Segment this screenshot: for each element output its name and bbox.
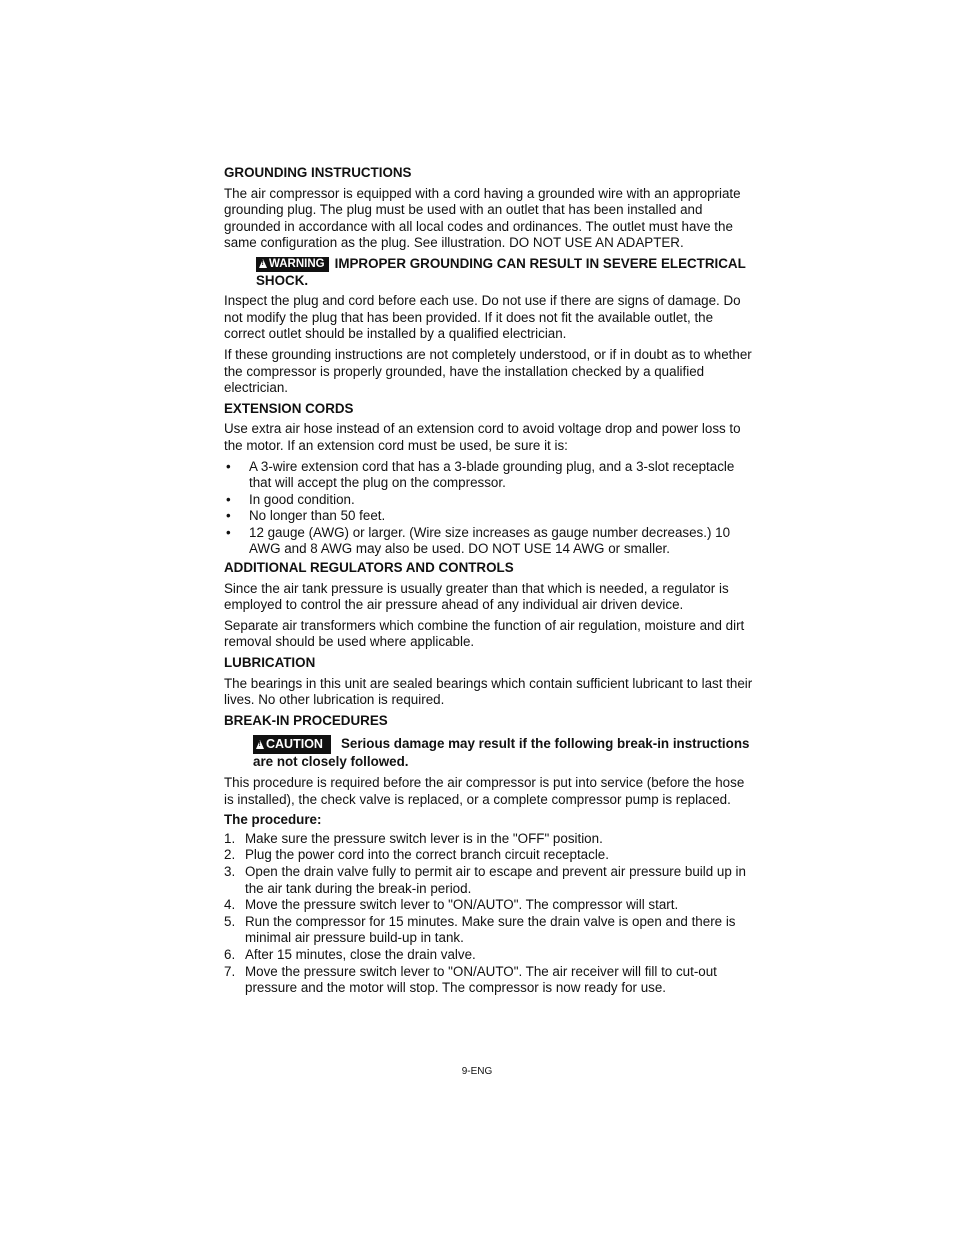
grounding-paragraph-3: If these grounding instructions are not completely understood, or if in doubt as to whether the compressor is properly grounded, have the installation checked by a qualified electrician. bbox=[224, 346, 752, 396]
list-item bbox=[224, 947, 756, 964]
warning-badge-label: WARNING bbox=[269, 257, 325, 270]
caution-notice bbox=[253, 735, 756, 771]
extension-bullet-list bbox=[224, 459, 756, 559]
warning-text: IMPROPER GROUNDING CAN RESULT IN SEVERE ELECTRICAL SHOCK. bbox=[256, 255, 746, 288]
page-number: 9-ENG bbox=[461, 1066, 493, 1077]
grounding-paragraph-2: Inspect the plug and cord before each use. Do not use if there are signs of damage. Do not modify the plug that has been provided. If it does not fit the available outlet, the correct outlet should be installed by a qualified electrician. bbox=[224, 293, 741, 342]
step-text: Open the drain valve fully to permit air to escape and prevent air pressure build up in the air tank during the break-in period. bbox=[245, 863, 746, 896]
step-text: Move the pressure switch lever to "ON/AUTO". The compressor will start. bbox=[245, 897, 679, 913]
extension-heading: EXTENSION CORDS bbox=[224, 400, 354, 416]
grounding-paragraph-1: The air compressor is equipped with a cord having a grounded wire with an appropriate grounding plug. The plug must be used with an outlet that has been installed and grounded in accordance with all local codes and ordinances. The outlet must have the same configuration as the plug. See illustration. DO NOT USE AN ADAPTER. bbox=[224, 185, 741, 251]
step-number: 3. bbox=[224, 863, 236, 879]
step-number: 6. bbox=[224, 946, 236, 962]
warning-triangle-icon bbox=[259, 259, 267, 268]
step-number: 4. bbox=[224, 897, 236, 913]
caution-badge-label: CAUTION bbox=[266, 737, 323, 752]
procedure-label: The procedure: bbox=[224, 812, 322, 828]
lubrication-paragraph-1: The bearings in this unit are sealed bearings which contain sufficient lubricant to last their lives. No other lubrication is required. bbox=[224, 675, 753, 708]
regulators-paragraph-1: Since the air tank pressure is usually greater than that which is needed, a regulator is employed to control the air pressure ahead of any individual air driven device. bbox=[224, 580, 729, 613]
regulators-paragraph-2: Separate air transformers which combine the function of air regulation, moisture and dirt removal should be used where applicable. bbox=[224, 617, 745, 650]
list-item bbox=[224, 897, 756, 914]
caution-triangle-icon bbox=[256, 740, 264, 749]
step-text: Run the compressor for 15 minutes. Make sure the drain valve is open and there is minimal air pressure build-up in tank. bbox=[245, 913, 736, 946]
list-item: • A 3-wire extension cord that has a 3-blade grounding plug, and a 3-slot receptacle that will accept the plug on the compressor. bbox=[224, 459, 756, 492]
list-item bbox=[224, 964, 756, 997]
warning-notice bbox=[256, 256, 756, 289]
lubrication-heading: LUBRICATION bbox=[224, 655, 316, 671]
step-text: Make sure the pressure switch lever is in the "OFF" position. bbox=[245, 830, 603, 846]
manual-page bbox=[224, 165, 756, 997]
breakin-paragraph-1: This procedure is required before the air compressor is put into service (before the hose is installed), the check valve is replaced, or a complete compressor pump is replaced. bbox=[224, 775, 745, 807]
caution-text: Serious damage may result if the following break-in instructions are not closely followed. bbox=[253, 736, 750, 770]
step-number: 5. bbox=[224, 913, 236, 929]
regulators-heading: ADDITIONAL REGULATORS AND CONTROLS bbox=[224, 560, 514, 576]
step-text: Plug the power cord into the correct branch circuit receptacle. bbox=[245, 847, 609, 863]
list-item bbox=[224, 914, 756, 947]
caution-badge bbox=[253, 735, 331, 754]
list-item: • In good condition. bbox=[224, 492, 756, 509]
procedure-steps bbox=[224, 831, 756, 997]
step-number: 2. bbox=[224, 847, 236, 863]
list-item: • No longer than 50 feet. bbox=[224, 508, 756, 525]
step-number: 7. bbox=[224, 963, 236, 979]
list-item bbox=[224, 831, 756, 848]
list-item bbox=[224, 864, 756, 897]
warning-badge bbox=[256, 257, 329, 272]
list-item: • 12 gauge (AWG) or larger. (Wire size increases as gauge number decreases.) 10 AWG and 8 AWG may also be used. DO NOT USE 14 AWG or smaller. bbox=[224, 525, 756, 558]
step-number: 1. bbox=[224, 830, 236, 846]
breakin-heading: BREAK-IN PROCEDURES bbox=[224, 712, 388, 728]
extension-paragraph-1: Use extra air hose instead of an extension cord to avoid voltage drop and power loss to the motor. If an extension cord must be used, be sure it is: bbox=[224, 421, 741, 453]
list-item bbox=[224, 847, 756, 864]
step-text: After 15 minutes, close the drain valve. bbox=[245, 946, 476, 962]
grounding-heading: GROUNDING INSTRUCTIONS bbox=[224, 165, 412, 180]
step-text: Move the pressure switch lever to "ON/AUTO". The air receiver will fill to cut-out pressure and the motor will stop. The compressor is now ready for use. bbox=[245, 963, 717, 996]
